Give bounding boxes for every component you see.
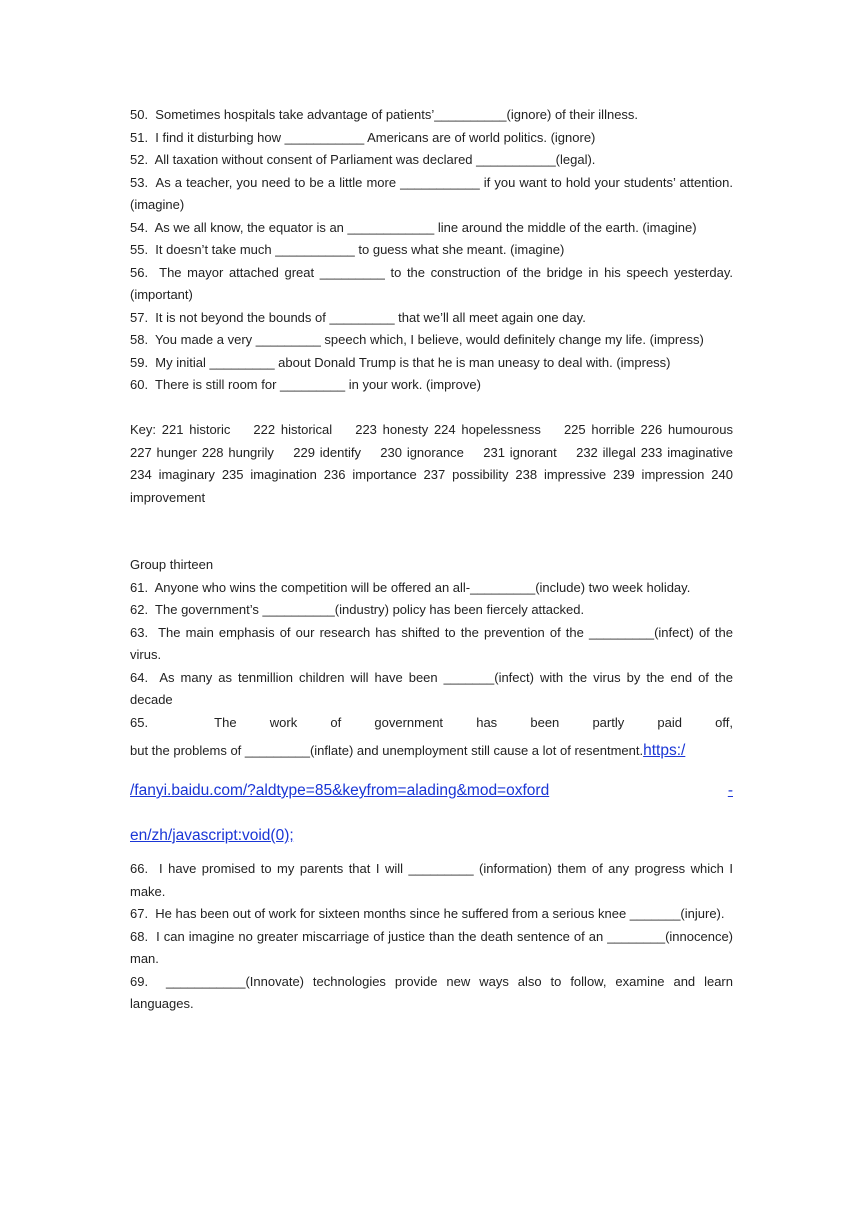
question-61: 61. Anyone who wins the competition will be offered an all-_________(include) two week holiday. [130, 579, 691, 595]
hyperlink-part-2[interactable]: /fanyi.baidu.com/?aldtype=85&keyfrom=alading&mod=oxford [130, 782, 550, 799]
question-list-50-60 [130, 104, 733, 397]
question-list-66-69 [130, 858, 733, 1016]
question-65 [130, 712, 733, 859]
question-54: 54. As we all know, the equator is an ____________ line around the middle of the earth. (imagine) [130, 219, 697, 235]
question-59: 59. My initial _________ about Donald Trump is that he is man uneasy to deal with. (impress) [130, 354, 671, 370]
spacer [130, 397, 733, 420]
question-65-line-1: 65. The work of government has been partly paid off, [130, 714, 733, 730]
hyperlink-part-2-dash[interactable]: - [727, 782, 733, 799]
question-62: 62. The government’s __________(industry) policy has been fiercely attacked. [130, 602, 585, 617]
question-67: 67. He has been out of work for sixteen months since he suffered from a serious knee _______(injure). [130, 906, 725, 921]
question-52: 52. All taxation without consent of Parliament was declared ___________(legal). [130, 152, 596, 167]
question-69: 69. ___________(Innovate) technologies provide new ways also to follow, examine and learn languages. [130, 973, 733, 1011]
spacer [130, 509, 733, 554]
question-57: 57. It is not beyond the bounds of _________ that we’ll all meet again one day. [130, 309, 586, 325]
hyperlink-part-1[interactable]: https:/ [643, 742, 686, 759]
question-63: 63. The main emphasis of our research has shifted to the prevention of the _________(infect) of the virus. [130, 624, 733, 662]
hyperlink-part-3[interactable]: en/zh/javascript:void(0); [130, 827, 294, 844]
question-55: 55. It doesn’t take much ___________ to guess what she meant. (imagine) [130, 242, 565, 257]
document-page [130, 104, 733, 1016]
question-58: 58. You made a very _________ speech which, I believe, would definitely change my life. (impress) [130, 332, 704, 347]
question-65-line-2 [130, 734, 733, 768]
question-60: 60. There is still room for _________ in your work. (improve) [130, 377, 481, 392]
question-66: 66. I have promised to my parents that I will _________ (information) them of any progress which I make. [130, 861, 733, 899]
answer-key: Key: 221 historic 222 historical 223 honesty 224 hopelessness 225 horrible 226 humourous 227 hunger 228 hungrily 229 identify 230 ignorance 231 ignorant 232 illegal 233 imaginative 234 imaginary 235 imagination 236 importance 237 possibility 238 impressive 239 impression 240 improvement [130, 422, 733, 505]
question-68: 68. I can imagine no greater miscarriage of justice than the death sentence of an ________(innocence) man. [130, 928, 733, 966]
question-64: 64. As many as tenmillion children will have been _______(infect) with the virus by the end of the decade [130, 669, 733, 707]
question-56: 56. The mayor attached great _________ to the construction of the bridge in his speech yesterday. (important) [130, 264, 733, 302]
hyperlink-line-2 [130, 768, 733, 813]
question-65-text: but the problems of _________(inflate) and unemployment still cause a lot of resentment. [130, 743, 644, 758]
hyperlink-line-3 [130, 813, 733, 858]
question-list-61-64 [130, 577, 733, 712]
group-title: Group thirteen [130, 557, 214, 572]
question-51: 51. I find it disturbing how ___________ Americans are of world politics. (ignore) [130, 129, 596, 145]
question-53: 53. As a teacher, you need to be a little more ___________ if you want to hold your students’ attention. (imagine) [130, 174, 733, 212]
question-50: 50. Sometimes hospitals take advantage of patients’__________(ignore) of their illness. [130, 107, 639, 122]
